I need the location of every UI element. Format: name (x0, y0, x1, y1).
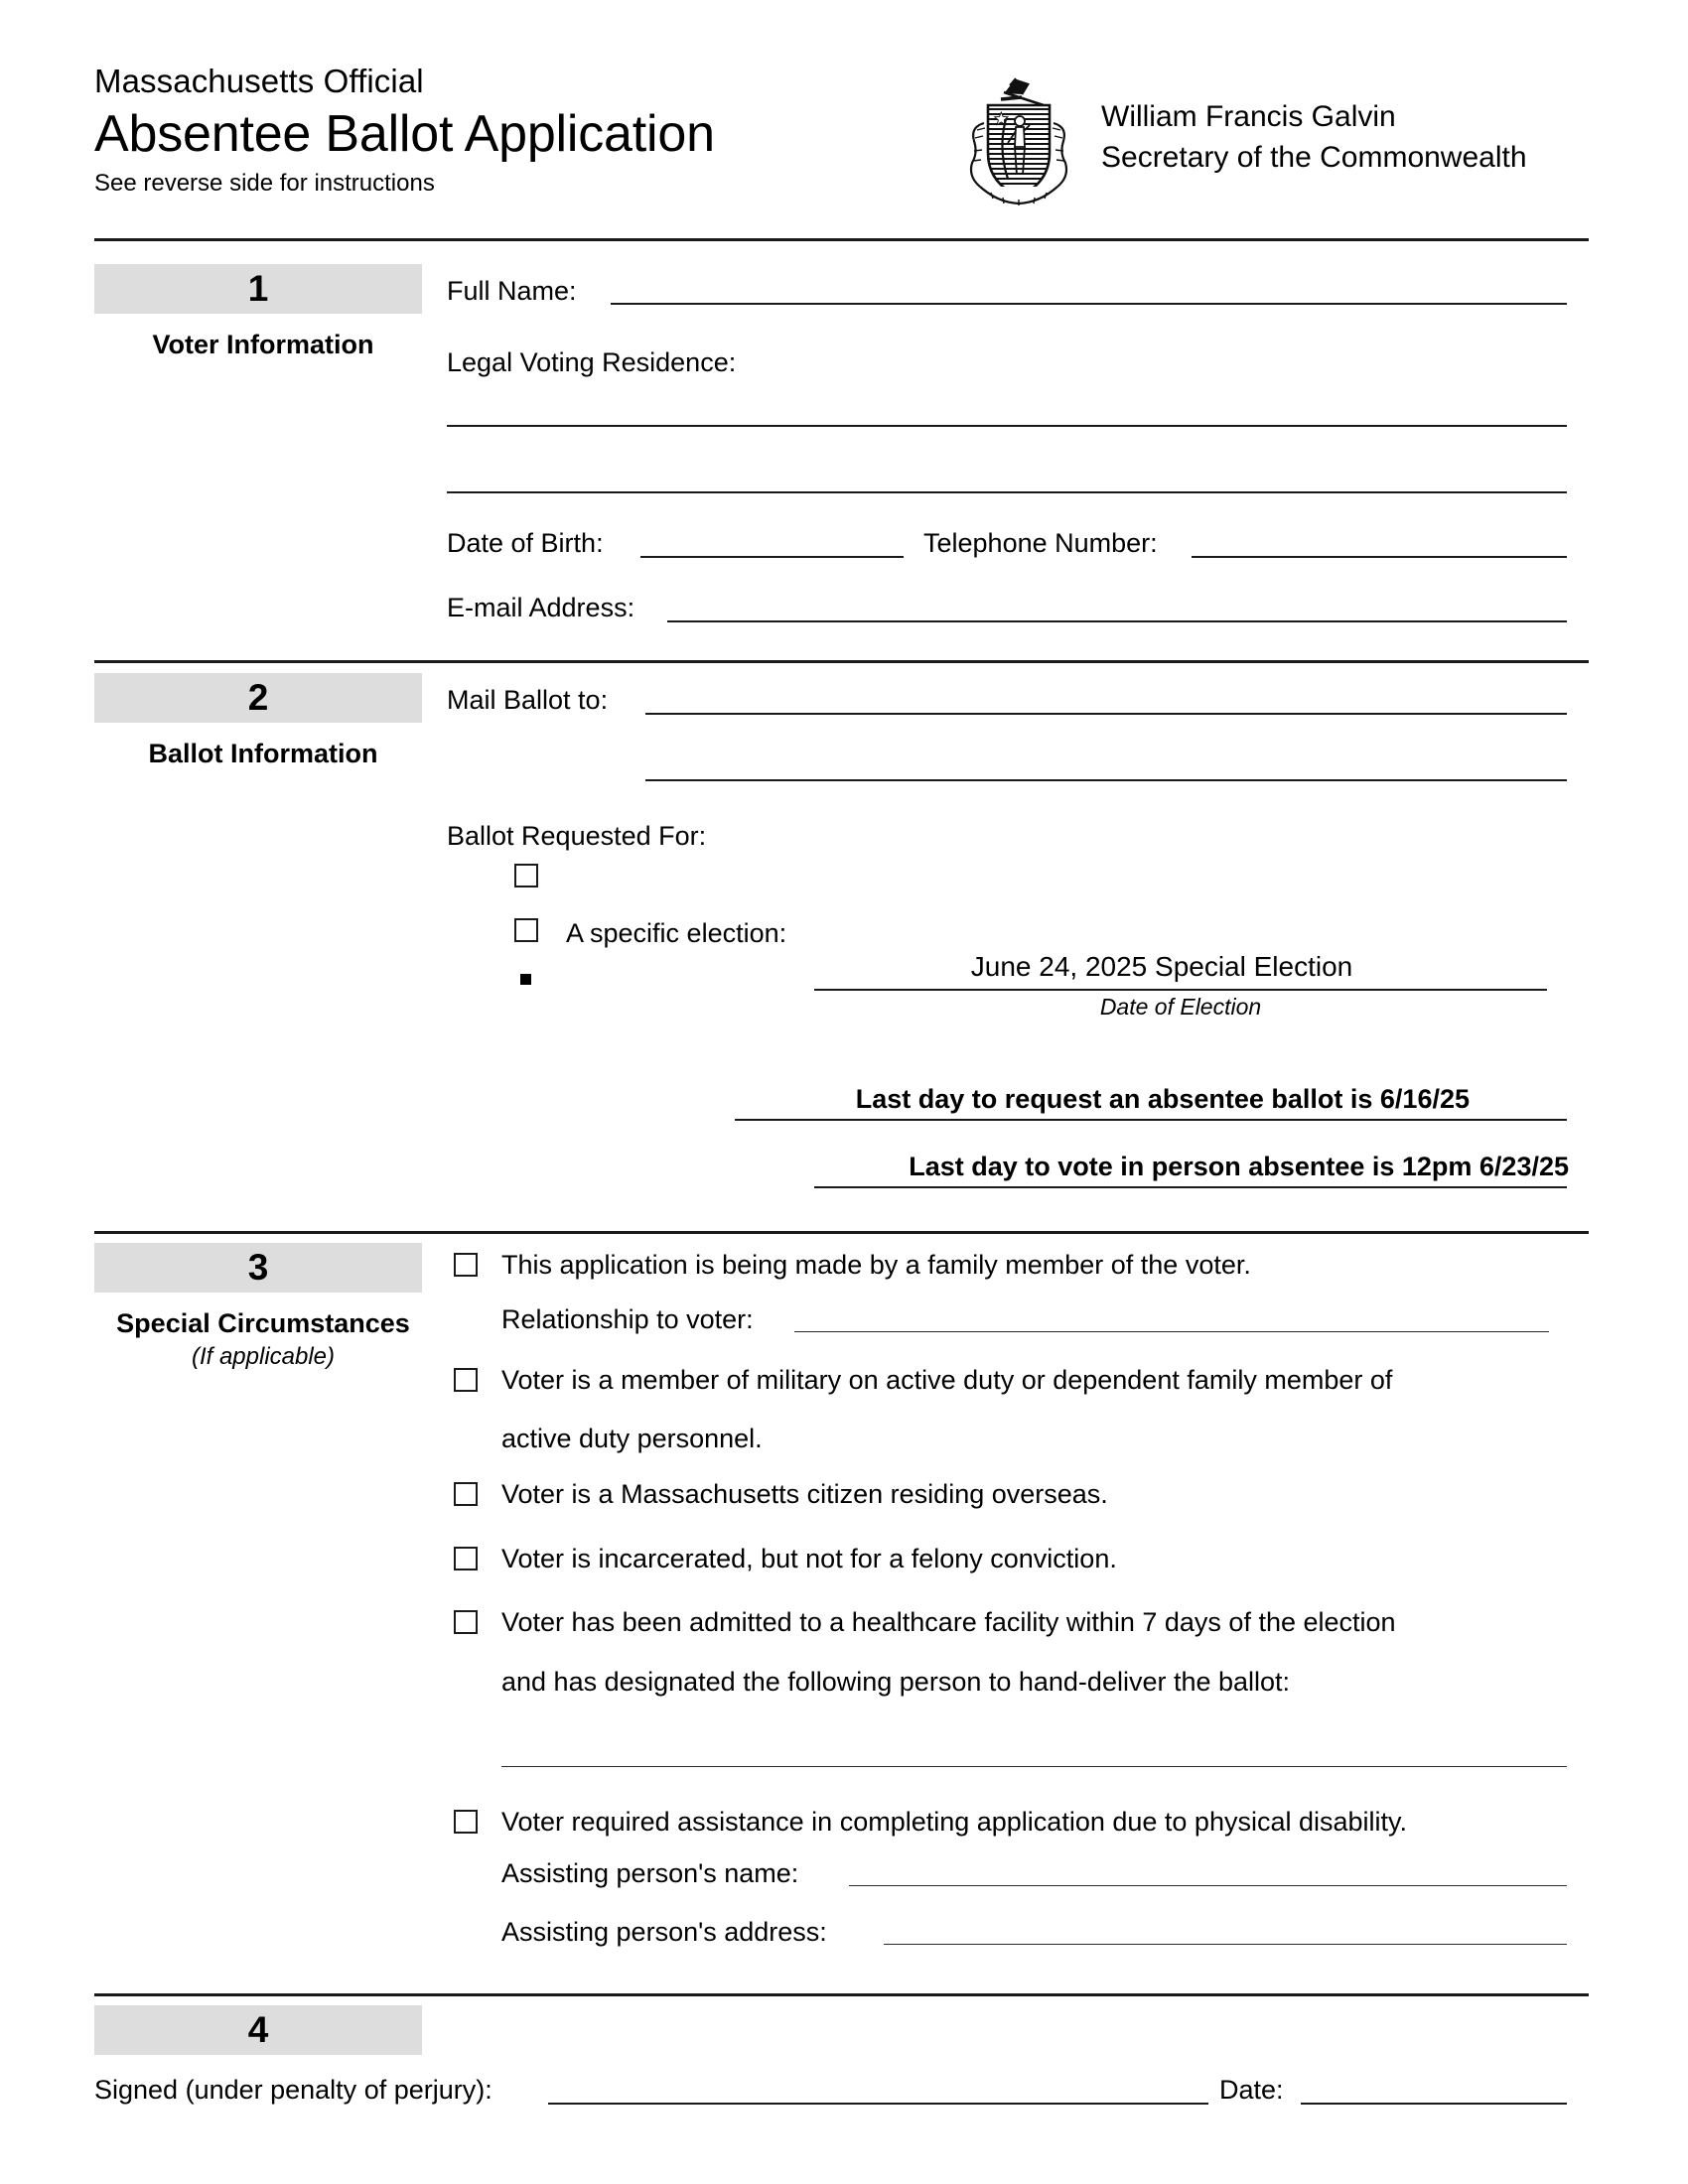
telephone-number-label: Telephone Number: (923, 528, 1158, 558)
page-title: Absentee Ballot Application (94, 105, 715, 163)
checkbox-specific-election[interactable] (514, 918, 538, 942)
hand-deliver-person-input-line[interactable] (501, 1766, 1567, 1767)
section-3-note: (If applicable) (191, 1343, 336, 1370)
election-date-input-line[interactable] (814, 989, 1547, 991)
deadline-request-text: Last day to request an absentee ballot is 6/16/25 (855, 1084, 1470, 1114)
officer-title: Secretary of the Commonwealth (1101, 141, 1527, 174)
officer-name: William Francis Galvin (1101, 100, 1396, 133)
section-1-title: Voter Information (152, 330, 374, 359)
filled-square-marker (520, 974, 531, 985)
full-name-label: Full Name: (447, 276, 577, 306)
section-1-number: 1 (94, 264, 422, 314)
relationship-to-voter-label: Relationship to voter: (501, 1304, 754, 1334)
mail-ballot-to-input-line-1[interactable] (645, 713, 1567, 715)
section-2-number: 2 (94, 673, 422, 723)
checkbox-military-label-line-1: Voter is a member of military on active duty or dependent family member of (501, 1365, 1393, 1395)
rule-section-3-bottom (94, 1993, 1589, 1996)
mail-ballot-to-input-line-2[interactable] (645, 779, 1567, 781)
section-2-title: Ballot Information (148, 739, 378, 768)
email-address-input-line[interactable] (667, 620, 1567, 622)
telephone-number-input-line[interactable] (1192, 556, 1567, 558)
signature-date-label: Date: (1219, 2075, 1284, 2105)
date-of-birth-input-line[interactable] (640, 556, 904, 558)
checkbox-overseas[interactable] (454, 1482, 478, 1506)
ballot-requested-for-label: Ballot Requested For: (447, 821, 707, 851)
residence-input-line-2[interactable] (447, 491, 1567, 493)
section-3-number: 3 (94, 1243, 422, 1293)
rule-section-2-bottom (94, 1231, 1589, 1234)
checkbox-healthcare-facility-label-line-1: Voter has been admitted to a healthcare facility within 7 days of the election (501, 1607, 1396, 1637)
massachusetts-state-seal-icon (958, 68, 1079, 206)
document-header (94, 62, 1589, 197)
deadline-in-person-underline (814, 1186, 1567, 1188)
checkbox-assistance-disability-label: Voter required assistance in completing application due to physical disability. (501, 1807, 1408, 1837)
deadline-request-underline (735, 1119, 1567, 1121)
legal-voting-residence-label: Legal Voting Residence: (447, 347, 737, 377)
officer-block (1101, 96, 1527, 178)
checkbox-family-member-label: This application is being made by a family member of the voter. (501, 1250, 1251, 1280)
election-date-value: June 24, 2025 Special Election (970, 951, 1353, 982)
checkbox-family-member[interactable] (454, 1253, 478, 1277)
signature-date-input-line[interactable] (1301, 2103, 1567, 2105)
checkbox-healthcare-facility-label-line-2: and has designated the following person to hand-deliver the ballot: (501, 1667, 1291, 1697)
checkbox-assistance-disability[interactable] (454, 1810, 478, 1834)
checkbox-military-label-line-2: active duty personnel. (501, 1424, 763, 1453)
full-name-input-line[interactable] (611, 303, 1567, 305)
header-seal-block (958, 68, 1527, 206)
header-eyebrow: Massachusetts Official (94, 63, 424, 99)
rule-header-bottom (94, 238, 1589, 241)
assisting-person-address-label: Assisting person's address: (501, 1917, 827, 1947)
section-4-number: 4 (94, 2005, 422, 2055)
election-date-caption: Date of Election (1099, 994, 1262, 1020)
header-title-block (94, 62, 715, 199)
date-of-birth-label: Date of Birth: (447, 528, 604, 558)
checkbox-healthcare-facility[interactable] (454, 1610, 478, 1634)
assisting-person-name-label: Assisting person's name: (501, 1858, 799, 1888)
relationship-to-voter-input-line[interactable] (794, 1331, 1549, 1332)
rule-section-1-bottom (94, 660, 1589, 663)
checkbox-specific-election-label: A specific election: (566, 918, 787, 948)
assisting-person-name-input-line[interactable] (849, 1885, 1567, 1886)
assisting-person-address-input-line[interactable] (884, 1944, 1567, 1945)
mail-ballot-to-label: Mail Ballot to: (447, 685, 609, 715)
signature-input-line[interactable] (548, 2103, 1208, 2105)
checkbox-incarcerated-label: Voter is incarcerated, but not for a felony conviction. (501, 1544, 1117, 1573)
checkbox-all-elections[interactable] (514, 864, 538, 887)
signed-label: Signed (under penalty of perjury): (94, 2075, 492, 2105)
checkbox-military[interactable] (454, 1368, 478, 1392)
header-subtitle: See reverse side for instructions (94, 170, 435, 197)
checkbox-incarcerated[interactable] (454, 1547, 478, 1570)
deadline-in-person-text: Last day to vote in person absentee is 12pm 6/23/25 (909, 1152, 1569, 1181)
checkbox-overseas-label: Voter is a Massachusetts citizen residing overseas. (501, 1479, 1108, 1509)
section-3-title: Special Circumstances (116, 1308, 410, 1338)
email-address-label: E-mail Address: (447, 593, 635, 622)
residence-input-line-1[interactable] (447, 425, 1567, 427)
